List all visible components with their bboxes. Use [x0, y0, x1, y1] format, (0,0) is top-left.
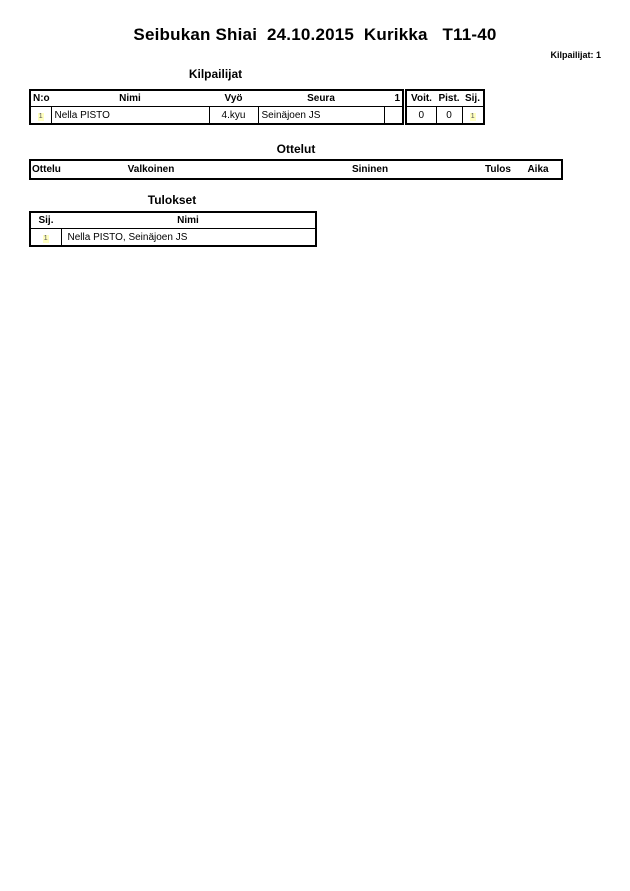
cell-nimi: Nella PISTO: [51, 107, 209, 125]
cell-pist: 0: [436, 107, 462, 125]
kilpailijat-row: [30, 107, 403, 125]
cell-seura: Seinäjoen JS: [258, 107, 384, 125]
col-header-pist: Pist.: [436, 90, 462, 107]
ottelut-heading: Ottelut: [276, 142, 316, 156]
col-header-sij: Sij.: [462, 90, 484, 107]
col-header-voit: Voit.: [406, 90, 436, 107]
page-title: Seibukan Shiai 24.10.2015 Kurikka T11-40: [133, 25, 497, 44]
tulokset-row: [30, 229, 316, 247]
competitors-count: Kilpailijat: 1: [550, 50, 601, 60]
stats-row: [406, 107, 484, 125]
cell-vyo: 4.kyu: [209, 107, 258, 125]
col-header-tulos: Tulos: [485, 164, 511, 175]
cell-tulokset-sij: [30, 229, 61, 247]
col-header-vyo: Vyö: [209, 90, 258, 107]
col-header-ottelu: Ottelu: [32, 164, 61, 175]
cell-sij: [462, 107, 484, 125]
result-placement-number: 1: [43, 234, 48, 242]
kilpailijat-heading: Kilpailijat: [188, 67, 243, 81]
col-header-valkoinen: Valkoinen: [127, 164, 175, 175]
tulokset-header-row: [30, 212, 316, 229]
placement-number: 1: [470, 112, 475, 120]
cell-voit: 0: [406, 107, 436, 125]
cell-no: [30, 107, 51, 125]
kilpailijat-header-row: [30, 90, 403, 107]
col-header-aika: Aika: [527, 164, 549, 175]
competitor-number: 1: [38, 112, 43, 120]
col-header-count: 1: [384, 90, 403, 107]
col-header-seura: Seura: [258, 90, 384, 107]
cell-tulokset-nimi: Nella PISTO, Seinäjoen JS: [61, 229, 316, 247]
col-header-no: N:o: [30, 90, 51, 107]
stats-header-row: [406, 90, 484, 107]
col-header-nimi-tulokset: Nimi: [61, 212, 316, 229]
tulokset-table: [29, 211, 317, 247]
ottelut-table: [29, 159, 563, 180]
kilpailijat-table: [29, 89, 404, 125]
col-header-sij-tulokset: Sij.: [30, 212, 61, 229]
cell-extra: [384, 107, 403, 125]
tulokset-heading: Tulokset: [147, 193, 197, 207]
col-header-sininen: Sininen: [351, 164, 389, 175]
kilpailijat-stats-table: [405, 89, 485, 125]
col-header-nimi: Nimi: [51, 90, 209, 107]
